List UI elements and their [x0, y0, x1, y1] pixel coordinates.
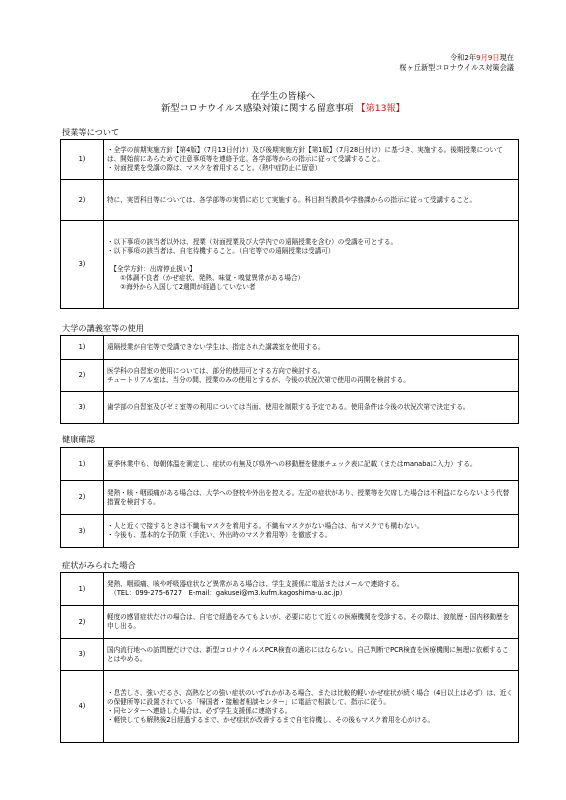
row-text: 遠隔授業が自宅等で受講できない学生は、指定された講義室を使用する。	[104, 336, 519, 360]
table-row	[61, 606, 519, 639]
row-number: 3)	[61, 392, 104, 424]
section-table-health	[60, 447, 519, 548]
header-organization: 桜ヶ丘新型コロナウイルス対策会議	[399, 63, 514, 72]
table-row	[61, 515, 519, 548]
section-title-rooms: 大学の講義室等の使用	[62, 323, 144, 333]
date-prefix: 令和2年	[449, 53, 477, 62]
table-row	[61, 336, 519, 360]
table-row	[61, 639, 519, 671]
table-row	[61, 448, 519, 481]
row-number: 4)	[61, 671, 104, 743]
section-table-rooms	[60, 335, 519, 424]
page-title-line2	[0, 100, 566, 114]
row-text: 歯学部の自習室及びゼミ室等の利用については当面、使用を制限する予定である。使用条件は今後の状況次第で決定する。	[104, 392, 519, 424]
table-row	[61, 481, 519, 515]
row-text: ・全学の前期実施方針【第4版】（7月13日付け）及び後期実施方針【第1版】（7月28日付け）に基づき、実施する。後期授業については、開始前にあらためて注意事項等を連絡予定。各学部等からの指示に従って受講すること。 ・対面授業を受講の際は、マスクを着用すること。（熱中症防止に留意）	[104, 140, 519, 180]
row-number: 3)	[61, 639, 104, 671]
table-row	[61, 573, 519, 606]
date-highlight: 9月9日	[476, 53, 500, 62]
row-number: 2)	[61, 360, 104, 392]
page-title-main: 新型コロナウイルス感染対策に関する留意事項	[161, 103, 354, 114]
row-text: 医学科の自習室の使用については、部分的使用可とする方向で検討する。 チュートリアル室は、当分の間、授業のみの使用とするが、今後の状況次第で使用の再開を検討する。	[104, 360, 519, 392]
table-row	[61, 221, 519, 309]
section-title-health: 健康確認	[62, 434, 95, 444]
date-suffix: 現在	[499, 53, 514, 62]
table-row	[61, 671, 519, 743]
row-text: 特に、実習科目等については、各学部等の実情に応じて実施する。科目担当教員や学務課からの指示に従って受講すること。	[104, 180, 519, 221]
row-number: 1)	[61, 140, 104, 180]
row-number: 1)	[61, 573, 104, 606]
row-text: ・以下事項の該当者以外は、授業（対面授業及び大学内での遠隔授業を含む）の受講を可とする。 ・以下事項の該当者は、自宅待機すること。（自宅等での遠隔授業は受講可） 【全学方針：出席停止扱い】 ①体調不良者（かぜ症状、発熱、味覚・嗅覚異常がある場合） ②海外から入国して2週間が経過していない者	[104, 221, 519, 309]
row-number: 3)	[61, 515, 104, 548]
row-number: 1)	[61, 448, 104, 481]
section-table-classes	[60, 139, 519, 309]
table-row	[61, 392, 519, 424]
page-title-line1: 在学生の皆様へ	[250, 91, 316, 102]
section-title-classes: 授業等について	[62, 127, 120, 137]
row-number: 2)	[61, 481, 104, 515]
table-row	[61, 360, 519, 392]
row-number: 1)	[61, 336, 104, 360]
table-row	[61, 140, 519, 180]
row-number: 2)	[61, 180, 104, 221]
header-date	[450, 53, 514, 63]
section-title-symptoms: 症状がみられた場合	[62, 560, 136, 570]
row-text: 夏季休業中も、毎朝体温を測定し、症状の有無及び県外への移動歴を健康チェック表に記載（またはmanabaに入力）する。	[104, 448, 519, 481]
row-text: 発熱、咽頭痛、咳や呼吸器症状など異常がある場合は、学生支援係に電話またはメールで連絡する。 （TEL：099-275-6727 E-mail：gakusei@m3.kufm.kagoshima-u.ac.jp）	[104, 573, 519, 606]
row-number: 3)	[61, 221, 104, 309]
row-text: ・人と近くで接するときは不織布マスクを着用する。不織布マスクがない場合は、布マスクでも構わない。 ・今後も、基本的な予防策（手洗い、外出時のマスク着用等）を徹底する。	[104, 515, 519, 548]
table-row	[61, 180, 519, 221]
row-text: ・息苦しさ、強いだるさ、高熱などの強い症状のいずれかがある場合、または比較的軽いかぜ症状が続く場合（4日以上は必ず）は、近くの保健所等に設置されている「帰国者・接触者相談センター」に電話で相談して、指示に従う。 ・同センターへ連絡した場合は、必ず学生支援係に連絡する。 ・軽快しても解熱後2日経過するまで、かぜ症状が改善するまで自宅待機し、その後もマスク着用を心がける。	[104, 671, 519, 743]
row-text: 発熱・咳・咽頭痛がある場合は、大学への登校や外出を控える。左記の症状があり、授業等を欠席した場合は不利益にならないよう代替措置を検討する。	[104, 481, 519, 515]
row-text: 国内流行地への訪問歴だけでは、新型コロナウイルスPCR検査の適応にはならない。自己判断でPCR検査を医療機関に無理に依頼することはやめる。	[104, 639, 519, 671]
section-table-symptoms	[60, 572, 519, 743]
row-text: 軽度の感冒症状だけの場合は、自宅で経過をみてもよいが、必要に応じて近くの医療機関を受診する。その際は、渡航歴・国内移動歴を申し出る。	[104, 606, 519, 639]
row-number: 2)	[61, 606, 104, 639]
issue-badge: 【第13報】	[356, 103, 405, 114]
